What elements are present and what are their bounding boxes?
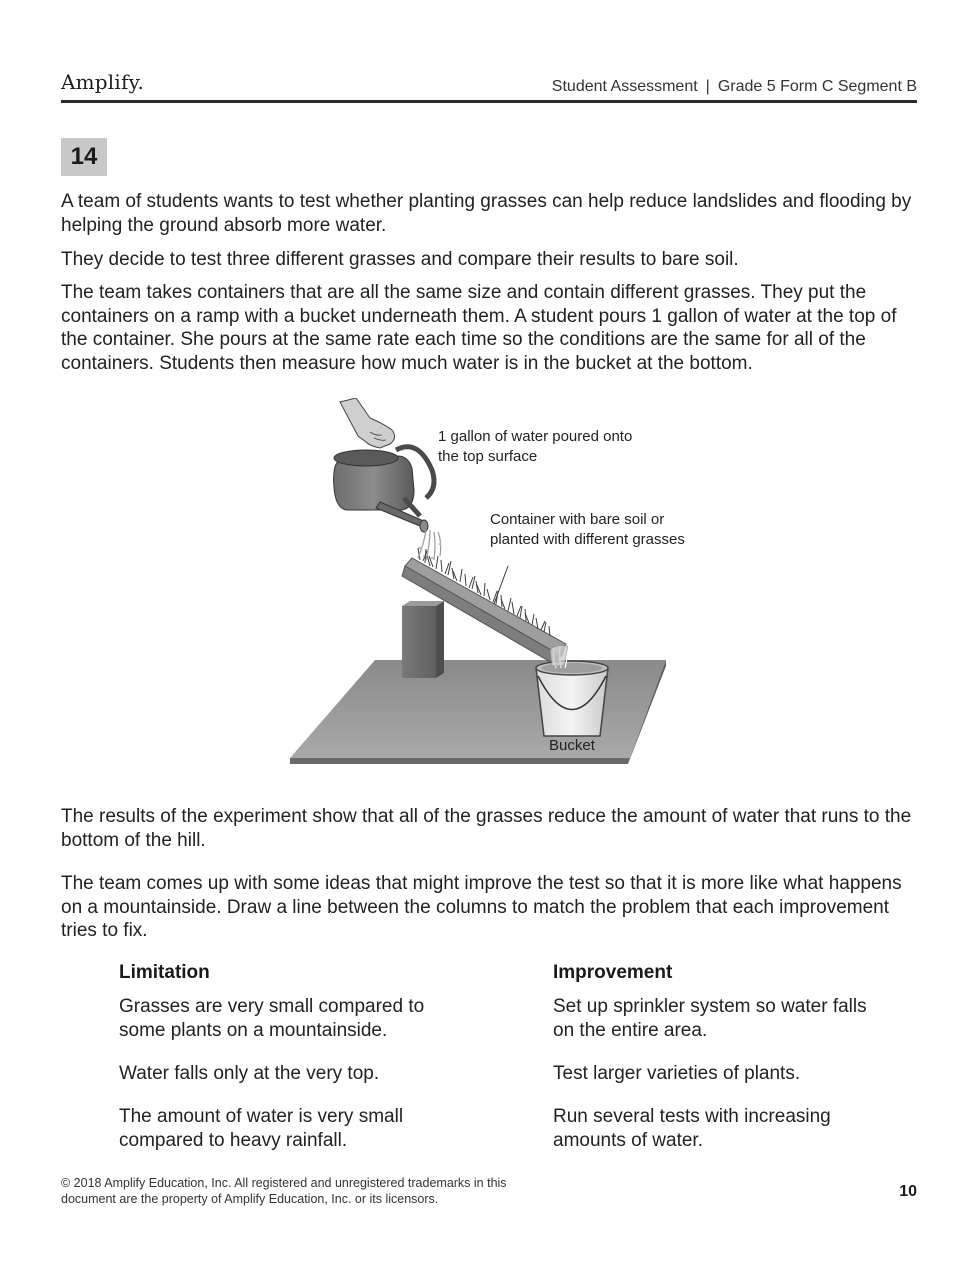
limitation-item[interactable]: Water falls only at the very top. xyxy=(119,1063,380,1084)
improvement-column-header: Improvement xyxy=(553,962,673,983)
question-procedure: The team takes containers that are all the same size and contain different grasses. They put the containers on a ramp with a bucket underneath them. A student pours 1 gallon of water at the top of the container. She pours at the same rate each time so the conditions are the same for all of the containers. Students then measure how much water is in the bucket at the bottom. xyxy=(61,282,897,374)
improvement-item[interactable]: Set up sprinkler system so water falls on the entire area. xyxy=(553,996,867,1041)
limitation-item[interactable]: The amount of water is very small compared to heavy rainfall. xyxy=(119,1106,404,1151)
improvement-item[interactable]: Test larger varieties of plants. xyxy=(553,1063,801,1084)
bucket-label: Bucket xyxy=(549,737,595,754)
ramp-support-block xyxy=(402,601,444,678)
limitation-column-header: Limitation xyxy=(119,962,210,983)
results-text: The results of the experiment show that all of the grasses reduce the amount of water that runs to the bottom of the hill. xyxy=(61,806,912,851)
limitation-item[interactable]: Grasses are very small compared to some plants on a mountainside. xyxy=(119,996,425,1041)
assessment-section: Student Assessment xyxy=(551,78,698,95)
hand-illustration xyxy=(340,398,395,448)
bucket-illustration xyxy=(536,661,608,736)
assessment-form: Grade 5 Form C Segment B xyxy=(717,78,917,95)
container-label: Container with bare soil or planted with different grasses xyxy=(490,511,685,548)
improvement-item[interactable]: Run several tests with increasing amounts of water. xyxy=(553,1106,831,1151)
experiment-figure xyxy=(280,398,700,770)
watering-can xyxy=(334,447,434,532)
pouring-water xyxy=(418,530,441,560)
header-separator: | xyxy=(705,78,710,95)
question-intro: A team of students wants to test whether planting grasses can help reduce landslides and flooding by helping the ground absorb more water. xyxy=(61,191,912,236)
question-plan: They decide to test three different grasses and compare their results to bare soil. xyxy=(61,249,739,270)
question-number-badge: 14 xyxy=(61,138,107,176)
pour-label: 1 gallon of water poured onto the top surface xyxy=(438,428,633,465)
header-rule xyxy=(61,100,917,103)
amplify-logo: Amplify. xyxy=(61,70,145,94)
assessment-header xyxy=(552,78,917,96)
copyright-notice: © 2018 Amplify Education, Inc. All registered and unregistered trademarks in this document are the property of Amplify Education, Inc. or its licensors. xyxy=(61,1176,507,1206)
instructions-text: The team comes up with some ideas that might improve the test so that it is more like what happens on a mountainside. Draw a line between the columns to match the problem that each improvement tries to fix. xyxy=(61,873,902,941)
page-number: 10 xyxy=(899,1183,917,1200)
